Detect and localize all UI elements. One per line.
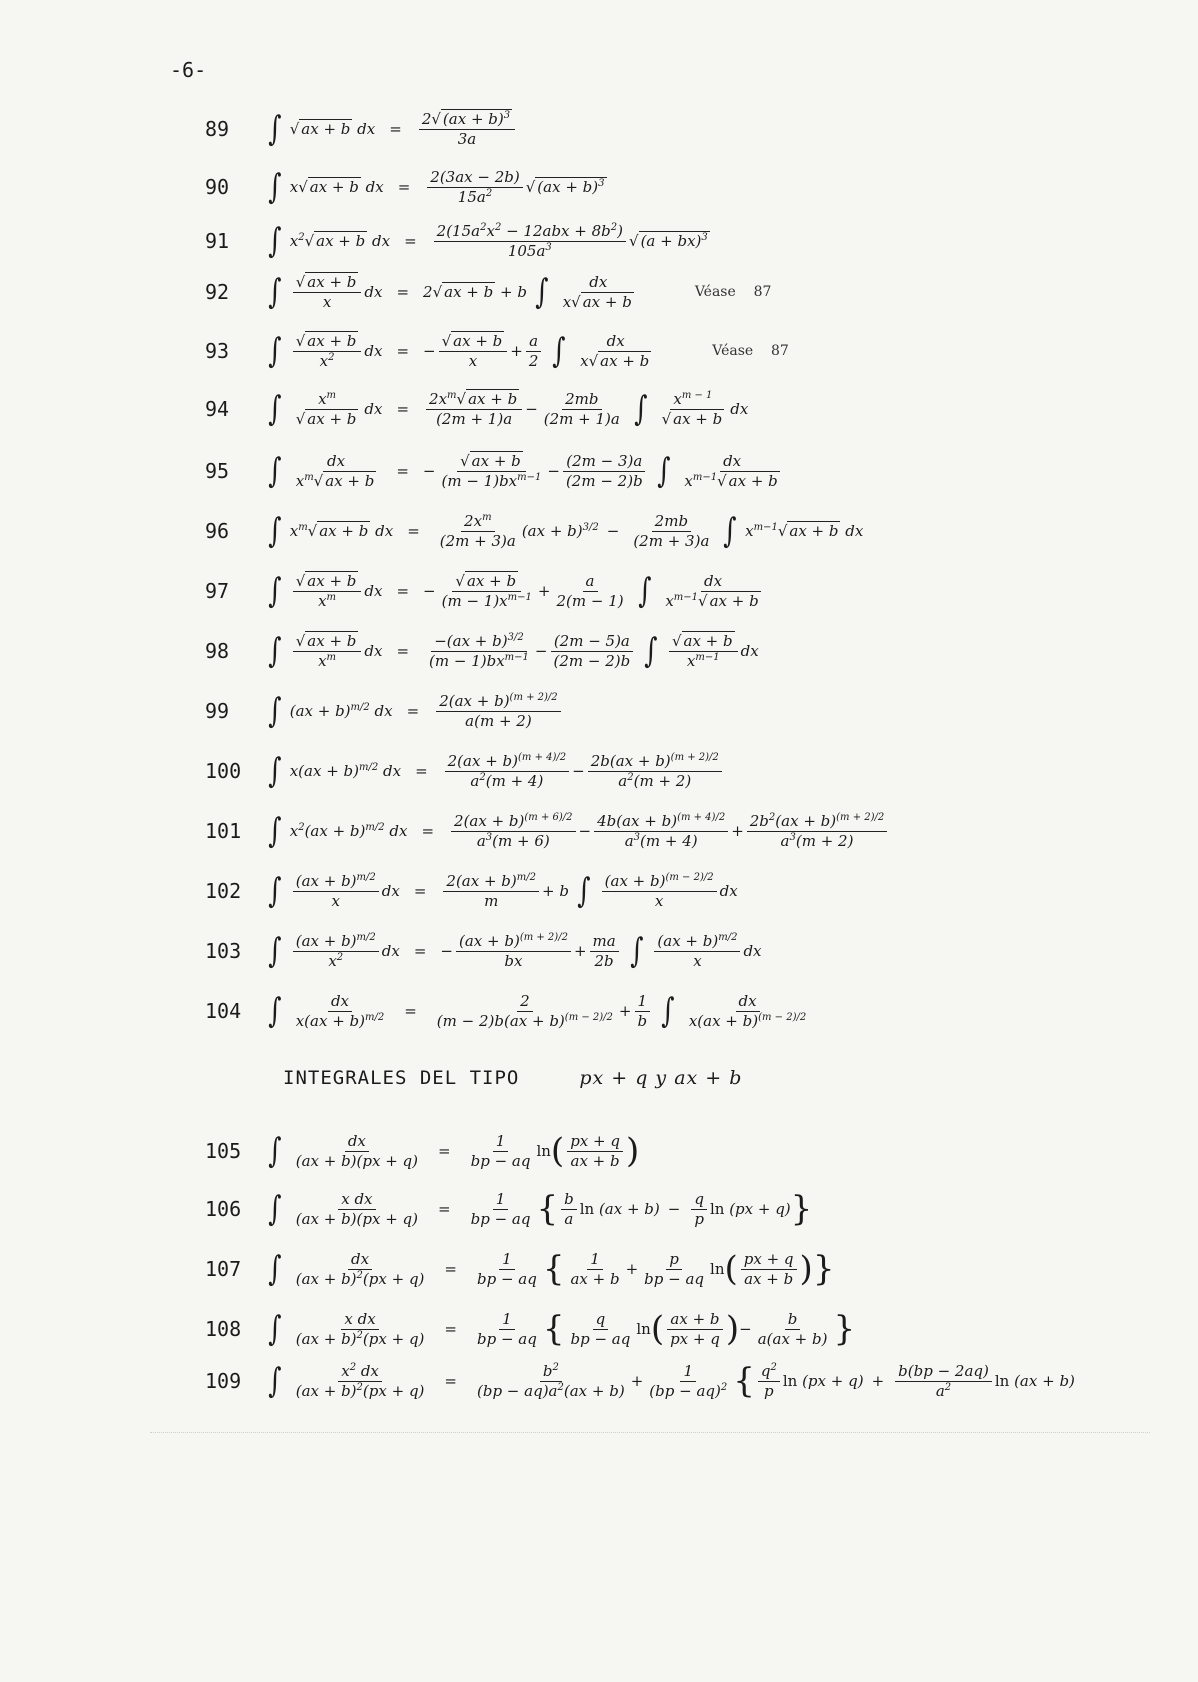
integral-sign: ∫ <box>268 1131 282 1172</box>
scan-fold-line <box>150 1432 1150 1433</box>
integral-sign: ∫ <box>268 272 282 313</box>
formula-number: 97 <box>205 579 230 604</box>
formula-number: 92 <box>205 280 230 305</box>
integral-sign: ∫ <box>268 931 282 972</box>
integral-sign: ∫ <box>268 691 282 732</box>
integral-sign: ∫ <box>268 1189 282 1230</box>
formula-number: 108 <box>205 1317 242 1342</box>
integral-sign: ∫ <box>644 631 658 672</box>
formula-number: 104 <box>205 999 242 1024</box>
section-heading: INTEGRALES DEL TIPO px + q y ax + b <box>283 1067 743 1089</box>
formula-row: 99 ∫ (ax + b)$^{m/2}$ dx = $\frac{2(ax + b)^{(m + 2)/2}}{a(m + 2)}$ <box>205 692 564 731</box>
formula-row: 96 ∫ $x^m√$ ax + b dx = $\frac{2x^m}{(2m + 3)a}$ (ax + b)$^{3/2}$ − $\frac{2mb}{(2m + 3)a}$ ∫ $x^{m-1}√$ ax + b dx <box>205 511 864 552</box>
integral-sign: ∫ <box>268 571 282 612</box>
formula-number: 91 <box>205 229 230 254</box>
formula-row: 102 ∫ $\frac{(ax + b)^{m/2}}{x}$ dx = $\frac{2(ax + b)^{m/2}}{m}$ + b ∫ $\frac{(ax + b)^{(m - 2)/2}}{x}$ dx <box>205 871 738 912</box>
formula-number: 95 <box>205 459 230 484</box>
formula-number: 94 <box>205 397 230 422</box>
integral-sign: ∫ <box>268 331 282 372</box>
integral-sign: ∫ <box>268 1249 282 1290</box>
integral-sign: ∫ <box>268 631 282 672</box>
integral-sign: ∫ <box>661 991 675 1032</box>
formula-row: 98 ∫ $\frac{√ ax + b}{x^m}$ dx = $\frac{-(ax + b)^{3/2}}{(m - 1)bx^{m-1}}$ − $\frac{(2m - 5)a}{(2m - 2)b}$ ∫ $\frac{√ ax + b}{x^{m-1}}$ dx <box>205 631 759 672</box>
formula-number: 103 <box>205 939 242 964</box>
integral-sign: ∫ <box>634 389 648 430</box>
integral-sign: ∫ <box>268 389 282 430</box>
formula-row: 103 ∫ $\frac{(ax + b)^{m/2}}{x^2}$ dx = − $\frac{(ax + b)^{(m + 2)/2}}{bx}$ + $\frac{ma}{2b}$ ∫ $\frac{(ax + b)^{m/2}}{x}$ dx <box>205 931 762 972</box>
integral-sign: ∫ <box>656 451 671 492</box>
integral-sign: ∫ <box>268 451 282 492</box>
integral-sign: ∫ <box>723 511 737 552</box>
integral-sign: ∫ <box>629 931 644 972</box>
formula-row: 90 ∫ x√ ax + b dx = $\frac{2(3ax - 2b)}{15a^2}$ √ (ax + b)$^3$ <box>205 167 605 208</box>
integral-sign: ∫ <box>268 811 282 852</box>
formula-number: 100 <box>205 759 242 784</box>
integral-sign: ∫ <box>268 1361 282 1402</box>
integral-sign: ∫ <box>268 109 282 150</box>
formula-row: 89 ∫ √ ax + b dx = $\frac{2√ (ax + b)^3}{3a}$ <box>205 110 518 149</box>
integral-sign: ∫ <box>552 331 566 372</box>
formula-row: 100 ∫ x(ax + b)$^{m/2}$ dx = $\frac{2(ax + b)^{(m + 4)/2}}{a^2(m + 4)}$ − $\frac{2b(ax + b)^{(m + 2)/2}}{a^2(m + 2)}$ <box>205 752 725 791</box>
formula-number: 93 <box>205 339 230 364</box>
integral-sign: ∫ <box>268 1309 282 1350</box>
formula-row: 95 ∫ $\frac{dx}{x^m√ ax + b}$ = − $\frac{√ ax + b}{(m - 1)bx^{m-1}}$ − $\frac{(2m - 3)a}{(2m - 2)b}$ ∫ $\frac{dx}{x^{m-1}√ ax + b}$ <box>205 451 778 492</box>
page-number: -6- <box>170 58 207 82</box>
integral-sign: ∫ <box>268 167 282 208</box>
formula-row: 92 ∫ $\frac{√ ax + b}{x}$ dx = 2√ ax + b + b ∫ $\frac{dx}{x√ ax + b}$ Véase 87 <box>205 272 772 313</box>
integral-sign: ∫ <box>268 511 282 552</box>
integral-sign: ∫ <box>268 221 282 262</box>
formula-number: 107 <box>205 1257 242 1282</box>
formula-number: 98 <box>205 639 230 664</box>
integral-sign: ∫ <box>268 871 282 912</box>
formula-number: 106 <box>205 1197 242 1222</box>
formula-row: 101 ∫ $x^2(ax + b)^{m/2}$ dx = $\frac{2(ax + b)^{(m + 6)/2}}{a^3(m + 6)}$ − $\frac{4b(ax + b)^{(m + 4)/2}}{a^3(m + 4)}$ + $\frac{2b^2(ax + b)^{(m + 2)/2}}{a^3(m + 2)}$ <box>205 812 890 851</box>
formula-number: 101 <box>205 819 242 844</box>
formula-row: 104 ∫ $\frac{dx}{x(ax + b)^{m/2}}$ = $\frac{2}{(m - 2)b(ax + b)^{(m - 2)/2}}$ + $\frac{1}{b}$ ∫ $\frac{dx}{x(ax + b)^{(m - 2)/2}}$ <box>205 991 807 1032</box>
formula-row: 93 ∫ $\frac{√ ax + b}{x^2}$ dx = − $\frac{√ ax + b}{x}$ + $\frac{a}{2}$ ∫ $\frac{dx}{x√ ax + b}$ Véase 87 <box>205 331 789 372</box>
see-note: Véase 87 <box>712 343 789 360</box>
formula-number: 102 <box>205 879 242 904</box>
formula-row: 107 ∫ $\frac{dx}{(ax + b)^2(px + q)}$ = $\frac{1}{bp - aq}$ { $\frac{1}{ax + b}$ + $\frac{p}{bp - aq}$ ln ( $\frac{px + q}{ax + b}$ ) } <box>205 1249 835 1290</box>
integral-sign: ∫ <box>637 571 652 612</box>
formula-number: 90 <box>205 175 230 200</box>
formula-number: 89 <box>205 117 230 142</box>
formula-row: 94 ∫ $\frac{x^m}{√ ax + b}$ dx = $\frac{2x^m√ ax + b}{(2m + 1)a}$ − $\frac{2mb}{(2m + 1)a}$ ∫ $\frac{x^{m - 1}}{√ ax + b}$ dx <box>205 389 749 430</box>
see-note: Véase 87 <box>694 284 772 301</box>
formula-row: 109 ∫ $\frac{x^2 dx}{(ax + b)^2(px + q)}$ = $\frac{b^2}{(bp - aq)a^2(ax + b)}$ + $\frac{1}{(bp - aq)^2}$ { $\frac{q^2}{p}$ ln (px + q) + $\frac{b(bp - 2aq)}{a^2}$ ln (ax + b) <box>205 1361 1075 1402</box>
integral-sign: ∫ <box>268 751 282 792</box>
formula-row: 106 ∫ $\frac{\text{x dx}}{(ax + b)(px + q)}$ = $\frac{1}{bp - aq}$ { $\frac{b}{a}$ ln (ax + b) − $\frac{q}{p}$ ln (px + q) } <box>205 1189 813 1230</box>
formula-number: 105 <box>205 1139 242 1164</box>
formula-row: 105 ∫ $\frac{dx}{(ax + b)(px + q)}$ = $\frac{1}{bp - aq}$ ln ( $\frac{px + q}{ax + b}$ ) <box>205 1131 640 1172</box>
formula-row: 91 ∫ $x^2√$ ax + b dx = $\frac{2(15a^2x^2 - 12abx + 8b^2)}{105a^3}$ √ (a + bx)$^3$ <box>205 221 708 262</box>
formula-number: 99 <box>205 699 230 724</box>
integral-sign: ∫ <box>268 991 282 1032</box>
formula-number: 109 <box>205 1369 242 1394</box>
formula-number: 96 <box>205 519 230 544</box>
formula-row: 108 ∫ $\frac{\text{x dx}}{(ax + b)^2(px + q)}$ = $\frac{1}{bp - aq}$ { $\frac{q}{bp - aq}$ ln ( $\frac{ax + b}{px + q}$ ) − $\frac{b}{a(ax + b)}$ } <box>205 1309 856 1350</box>
integral-sign: ∫ <box>577 871 591 912</box>
integral-sign: ∫ <box>535 272 549 313</box>
formula-row: 97 ∫ $\frac{√ ax + b}{x^m}$ dx = − $\frac{√ ax + b}{(m - 1)x^{m-1}}$ + $\frac{a}{2(m - 1)}$ ∫ $\frac{dx}{x^{m-1}√ ax + b}$ <box>205 571 759 612</box>
